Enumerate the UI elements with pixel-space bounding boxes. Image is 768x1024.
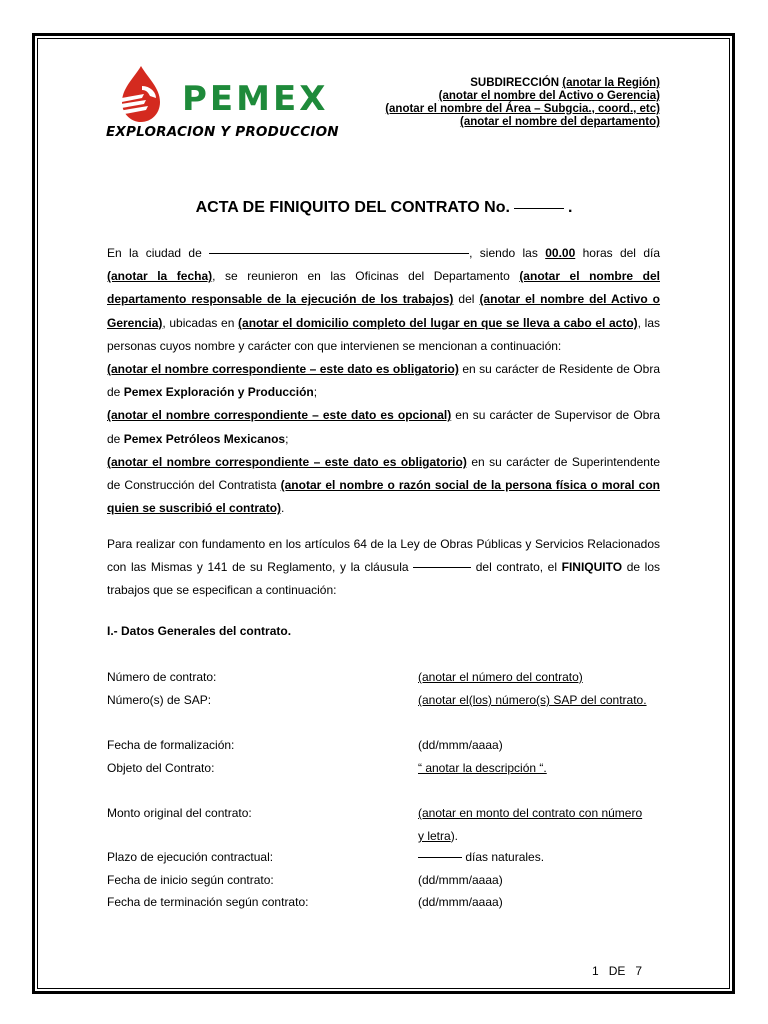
pemex-wordmark: PEMEX bbox=[182, 79, 329, 119]
field-label: Fecha de formalización: bbox=[107, 738, 235, 752]
intro-text: horas del día bbox=[575, 246, 661, 260]
department-field: (anotar el nombre del departamento responsable de la ejecución de los trabajos) bbox=[107, 269, 660, 307]
field-value-part: ). bbox=[450, 829, 459, 843]
field-value bbox=[418, 846, 544, 869]
supervisor-name-field: (anotar el nombre correspondiente – este dato es opcional) bbox=[107, 408, 452, 423]
superintendente-name-field: (anotar el nombre correspondiente – este dato es obligatorio) bbox=[107, 454, 467, 469]
header-departamento: (anotar el nombre del departamento) bbox=[459, 116, 660, 128]
header-area: (anotar el nombre del Área – Subgcia., coord., etc) bbox=[385, 103, 660, 115]
title-text: ACTA DE FINIQUITO DEL CONTRATO No. bbox=[195, 199, 510, 216]
org-pep: Pemex Exploración y Producción bbox=[123, 385, 314, 400]
logo-subtitle: EXPLORACION Y PRODUCCION bbox=[106, 124, 339, 140]
intro-text: , se reunieron en las Oficinas del Departamento bbox=[212, 269, 520, 284]
page-number bbox=[592, 964, 642, 978]
page-current: 1 bbox=[592, 964, 599, 978]
field-value: (anotar el número del contrato) bbox=[418, 670, 583, 684]
pemex-logo bbox=[104, 64, 339, 144]
field-label: Plazo de ejecución contractual: bbox=[107, 850, 274, 864]
header-line-1 bbox=[385, 77, 660, 90]
header-activo: (anotar el nombre del Activo o Gerencia) bbox=[438, 90, 660, 102]
header-subdireccion: SUBDIRECCIÓN bbox=[470, 77, 563, 89]
header-region: (anotar la Región) bbox=[562, 77, 660, 89]
field-label: Fecha de terminación según contrato: bbox=[107, 895, 309, 909]
field-value-continuation bbox=[418, 825, 458, 848]
pemex-eagle-drop-icon bbox=[106, 64, 176, 124]
intro-text: del bbox=[453, 292, 480, 307]
intro-text: ; bbox=[313, 385, 318, 400]
field-value: (dd/mmm/aaaa) bbox=[418, 873, 503, 887]
field-label: Número de contrato: bbox=[107, 670, 217, 684]
title-suffix: . bbox=[567, 199, 573, 216]
page-separator: DE bbox=[608, 964, 626, 978]
clausula-blank bbox=[413, 567, 471, 568]
address-field: (anotar el domicilio completo del lugar en que se lleva a cabo el acto) bbox=[238, 315, 638, 330]
field-value: (dd/mmm/aaaa) bbox=[418, 738, 503, 752]
page-total: 7 bbox=[635, 964, 643, 978]
field-value: “ anotar la descripción “. bbox=[418, 761, 547, 775]
fundamento-paragraph bbox=[107, 533, 660, 603]
intro-text: en su carácter de Supervisor de Obra de bbox=[107, 408, 660, 446]
residente-name-field: (anotar el nombre correspondiente – este dato es obligatorio) bbox=[107, 362, 459, 377]
finiquito-word: FINIQUITO bbox=[561, 560, 623, 575]
intro-text: , siendo las bbox=[469, 246, 546, 260]
field-label: Monto original del contrato: bbox=[107, 806, 252, 820]
intro-text: . bbox=[281, 501, 285, 516]
intro-text: en su carácter de Superintendente de Construcción del Contratista bbox=[107, 454, 660, 493]
document-header bbox=[385, 77, 660, 129]
field-label: Objeto del Contrato: bbox=[107, 761, 215, 775]
field-value: (anotar en monto del contrato con número bbox=[418, 806, 643, 820]
document-title bbox=[0, 199, 768, 217]
intro-text: En la ciudad de bbox=[107, 246, 210, 260]
field-value: (anotar el(los) número(s) SAP del contrato. bbox=[418, 693, 647, 707]
intro-text: en su carácter de Residente de Obra de bbox=[107, 362, 660, 400]
section-heading: I.- Datos Generales del contrato. bbox=[107, 624, 292, 638]
fundamento-text: de los trabajos que se especifican a continuación: bbox=[107, 560, 660, 598]
intro-text: ; bbox=[285, 431, 289, 446]
field-label: Número(s) de SAP: bbox=[107, 693, 212, 707]
intro-paragraph bbox=[107, 242, 660, 520]
intro-text: , las personas cuyos nombre y carácter con que intervienen se mencionan a continuación: bbox=[107, 315, 661, 353]
contract-number-blank bbox=[514, 208, 564, 209]
intro-text: , ubicadas en bbox=[162, 315, 239, 330]
field-value-part: días naturales. bbox=[462, 850, 545, 864]
activo-field: (anotar el nombre del Activo o Gerencia) bbox=[107, 292, 661, 330]
fundamento-text: Para realizar con fundamento en los artículos 64 de la Ley de Obras Públicas y Servicios Relacionados con las Mismas y 141 de su Reglamento, y la cláusula bbox=[107, 537, 660, 575]
hour-field: 00.00 bbox=[545, 246, 576, 260]
field-value-part: y letra bbox=[418, 829, 451, 843]
city-blank bbox=[209, 253, 469, 254]
contratista-name-field: (anotar el nombre o razón social de la persona física o moral con quien se suscribió el contrato) bbox=[107, 478, 660, 516]
org-pemex: Pemex Petróleos Mexicanos bbox=[123, 431, 286, 446]
plazo-blank bbox=[418, 857, 462, 858]
date-field: (anotar la fecha) bbox=[107, 269, 213, 284]
field-label: Fecha de inicio según contrato: bbox=[107, 873, 274, 887]
fundamento-text: del contrato, el bbox=[471, 560, 562, 575]
field-value: (dd/mmm/aaaa) bbox=[418, 895, 503, 909]
